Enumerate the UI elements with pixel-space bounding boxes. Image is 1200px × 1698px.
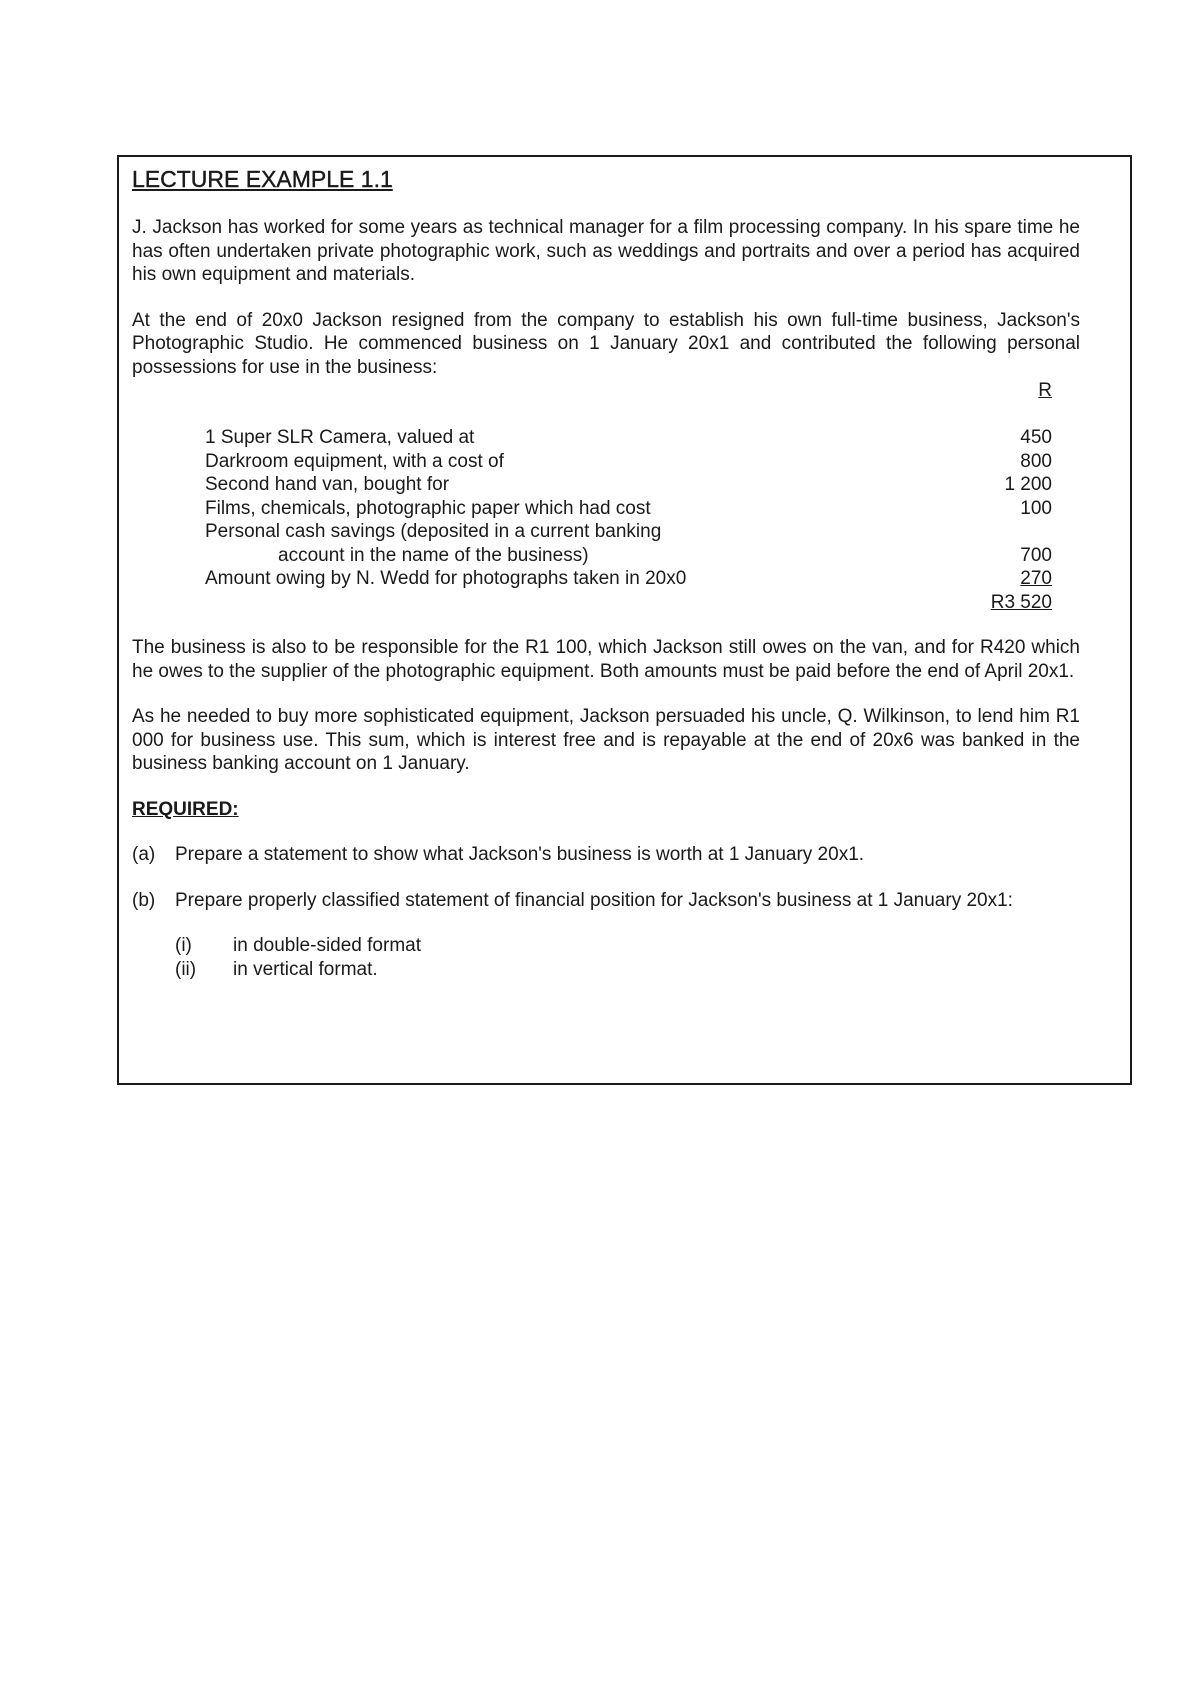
question-label: (a) <box>132 844 156 865</box>
item-description: Personal cash savings (deposited in a current banking <box>205 521 662 542</box>
item-description: Second hand van, bought for <box>205 474 450 495</box>
contribution-paragraph: At the end of 20x0 Jackson resigned from the company to establish his own full-time business, Jackson's Photographic Studio. He commenced business on 1 January 20x1 and contributed the following personal possessions for use in the business: <box>132 309 1080 378</box>
loan-paragraph: As he needed to buy more sophisticated equipment, Jackson persuaded his uncle, Q. Wilkinson, to lend him R1 000 for business use. This sum, which is interest free and is repayable at the end of 20x6 was banked in the business banking account on 1 January. <box>132 706 1080 774</box>
item-amount: 1 200 <box>1004 474 1052 495</box>
table-row <box>132 450 1080 474</box>
sub-question-i <box>132 934 1080 958</box>
table-row <box>132 520 1080 544</box>
question-text: Prepare a statement to show what Jackson's business is worth at 1 January 20x1. <box>175 844 865 865</box>
item-description: 1 Super SLR Camera, valued at <box>205 427 475 448</box>
lecture-example <box>132 165 1080 981</box>
sub-question-label: (ii) <box>175 958 197 980</box>
item-amount: 450 <box>1020 427 1052 448</box>
table-row <box>132 473 1080 497</box>
liabilities-paragraph: The business is also to be responsible for the R1 100, which Jackson still owes on the van, and for R420 which he owes to the supplier of the photographic equipment. Both amounts must be paid before the end of April 20x1. <box>132 637 1080 682</box>
item-description-continued: account in the name of the business) <box>278 544 589 566</box>
table-row <box>132 497 1080 521</box>
item-amount: 270 <box>1020 568 1052 589</box>
question-a <box>132 843 1080 867</box>
table-row <box>132 544 1080 568</box>
item-amount: 700 <box>1020 544 1052 566</box>
required-heading: REQUIRED: <box>132 798 239 820</box>
question-text: Prepare properly classified statement of financial position for Jackson's business at 1 January 20x1: <box>175 889 1013 911</box>
currency-header-row <box>132 379 1080 403</box>
item-description: Amount owing by N. Wedd for photographs taken in 20x0 <box>205 568 687 589</box>
question-label: (b) <box>132 889 156 911</box>
total-row <box>132 591 1080 615</box>
table-row <box>132 426 1080 450</box>
total-amount: R3 520 <box>990 591 1052 613</box>
item-amount: 100 <box>1020 497 1052 519</box>
item-description: Films, chemicals, photographic paper which had cost <box>205 497 651 519</box>
currency-header: R <box>1038 380 1052 401</box>
item-description: Darkroom equipment, with a cost of <box>205 450 504 472</box>
item-amount: 800 <box>1020 450 1052 472</box>
contribution-table <box>132 379 1080 614</box>
sub-question-ii <box>132 958 1080 982</box>
question-b <box>132 889 1080 913</box>
intro-paragraph: J. Jackson has worked for some years as technical manager for a film processing company. In his spare time he has often undertaken private photographic work, such as weddings and portraits and over a period has acquired his own equipment and materials. <box>132 217 1080 285</box>
sub-question-text: in double-sided format <box>233 935 421 956</box>
sub-question-text: in vertical format. <box>233 958 378 980</box>
page-title: LECTURE EXAMPLE 1.1 <box>132 166 393 192</box>
sub-question-label: (i) <box>175 935 192 956</box>
table-row <box>132 567 1080 591</box>
